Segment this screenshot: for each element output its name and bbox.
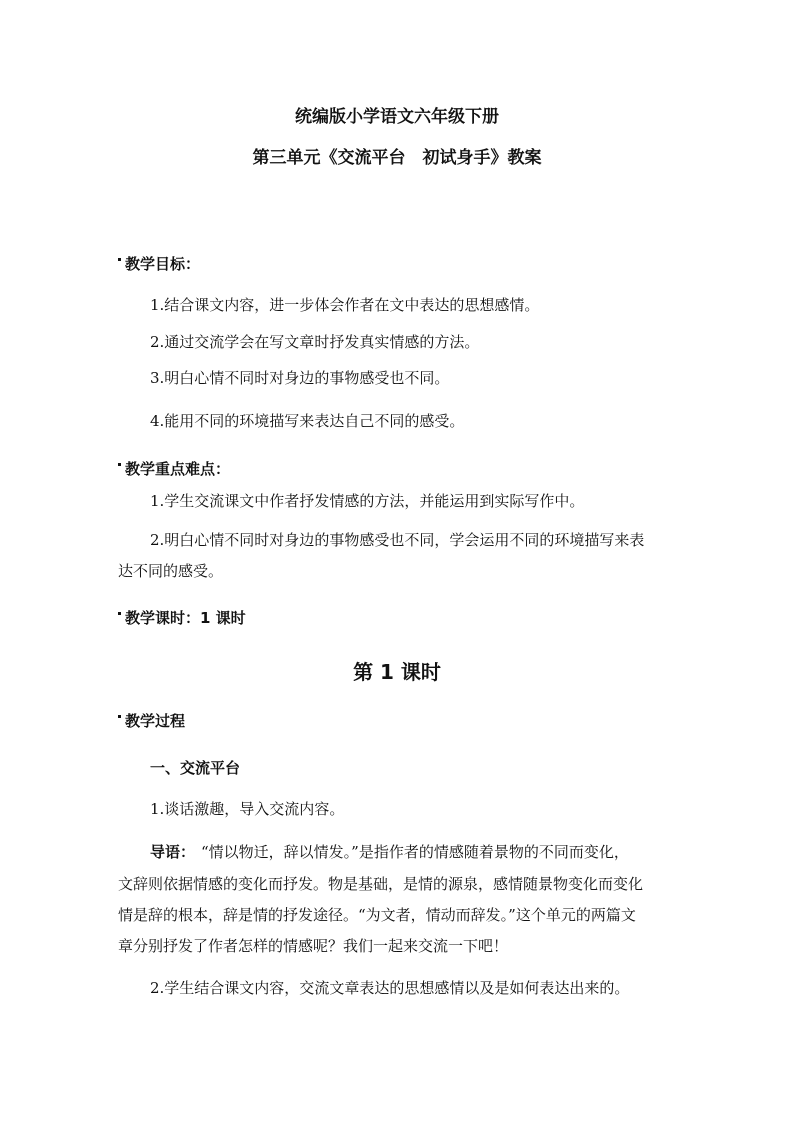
document-title: 统编版小学语文六年级下册 bbox=[295, 107, 499, 127]
guide-label: 导语： bbox=[150, 843, 196, 861]
bullet-icon bbox=[118, 715, 121, 718]
step-item: 2.学生结合课文内容，交流文章表达的思想感情以及是如何表达出来的。 bbox=[150, 979, 630, 997]
document-subtitle: 第三单元《交流平台 初试身手》教案 bbox=[252, 148, 542, 168]
guide-paragraph-line: 文辞则依据情感的变化而抒发。物是基础，是情的源泉，感情随景物变化而变化 bbox=[118, 875, 644, 893]
guide-paragraph-line: 导语： “情以物迁，辞以情发。”是指作者的情感随着景物的不同而变化， bbox=[150, 843, 629, 861]
bullet-icon bbox=[118, 463, 121, 466]
lesson-title: 第 1 课时 bbox=[353, 660, 441, 684]
keypoint-item: 1.学生交流课文中作者抒发情感的方法，并能运用到实际写作中。 bbox=[150, 492, 585, 510]
keypoints-heading: 教学重点难点： bbox=[118, 459, 230, 479]
objective-item: 2.通过交流学会在写文章时抒发真实情感的方法。 bbox=[150, 333, 480, 351]
bullet-icon bbox=[118, 258, 121, 261]
step-item: 1.谈话激趣，导入交流内容。 bbox=[150, 800, 345, 818]
objectives-heading: 教学目标： bbox=[118, 254, 200, 274]
class-hours: 教学课时：1 课时 bbox=[118, 608, 246, 628]
bullet-icon bbox=[118, 612, 121, 615]
objective-item: 3.明白心情不同时对身边的事物感受也不同。 bbox=[150, 369, 450, 387]
guide-paragraph-line: 章分别抒发了作者怎样的情感呢？我们一起来交流一下吧！ bbox=[118, 937, 509, 955]
section-heading: 一、交流平台 bbox=[150, 759, 241, 777]
objective-item: 4.能用不同的环境描写来表达自己不同的感受。 bbox=[150, 412, 465, 430]
keypoint-item: 2.明白心情不同时对身边的事物感受也不同，学会运用不同的环境描写来表 bbox=[150, 531, 645, 549]
process-heading: 教学过程 bbox=[118, 711, 185, 731]
keypoint-item-continued: 达不同的感受。 bbox=[118, 562, 224, 580]
objective-item: 1.结合课文内容，进一步体会作者在文中表达的思想感情。 bbox=[150, 296, 540, 314]
guide-paragraph-line: 情是辞的根本，辞是情的抒发途径。“为文者，情动而辞发。”这个单元的两篇文 bbox=[118, 906, 636, 924]
